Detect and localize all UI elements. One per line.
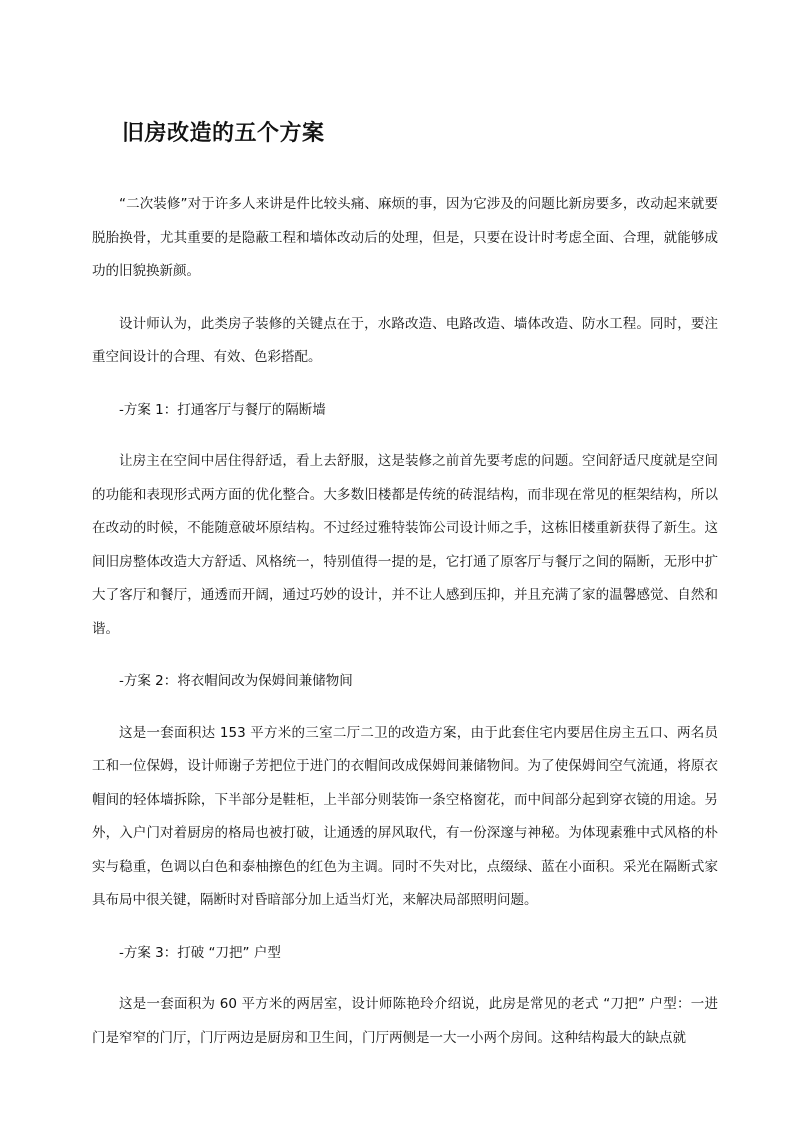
document-title: 旧房改造的五个方案 (122, 120, 325, 146)
section-text-plan-1: 让房主在空间中居住得舒适，看上去舒服，这是装修之前首先要考虑的问题。空间舒适尺度就是空间的功能和表现形式两方面的优化整合。大多数旧楼都是传统的砖混结构，而非现在常见的框架结构，所以在改动的时候，不能随意破坏原结构。不过经过雅特装饰公司设计师之手，这栋旧楼重新获得了新生。这间旧房整体改造大方舒适、风格统一，特别值得一提的是，它打通了原客厅与餐厅之间的隔断，无形中扩大了客厅和餐厅，通透而开阔，通过巧妙的设计，并不让人感到压抑，并且充满了家的温馨感觉、自然和谐。 (92, 453, 718, 637)
document-body (92, 188, 718, 1074)
section-heading-plan-3: -方案 3：打破 “刀把” 户型 (119, 944, 281, 961)
intro-paragraph: “二次装修”对于许多人来讲是件比较头痛、麻烦的事，因为它涉及的问题比新房要多，改动起来就要脱胎换骨，尤其重要的是隐蔽工程和墙体改动后的处理，但是，只要在设计时考虑全面、合理，就能够成功的旧貌换新颜。 (92, 196, 718, 279)
section-text-plan-2: 这是一套面积达 153 平方米的三室二厅二卫的改造方案，由于此套住宅内要居住房主五口、两名员工和一位保姆，设计师谢子芳把位于进门的衣帽间改成保姆间兼储物间。为了使保姆间空气流通，将原衣帽间的轻体墙拆除，下半部分是鞋柜，上半部分则装饰一条空格窗花，而中间部分起到穿衣镜的用途。另外，入户门对着厨房的格局也被打破，让通透的屏风取代，有一份深邃与神秘。为体现素雅中式风格的朴实与稳重，色调以白色和泰柚擦色的红色为主调。同时不失对比，点缀绿、蓝在小面积。采光在隔断式家具布局中很关键，隔断时对昏暗部分加上适当灯光，来解决局部照明问题。 (92, 724, 718, 908)
section-heading-plan-1: -方案 1：打通客厅与餐厅的隔断墙 (119, 401, 326, 418)
section-text-plan-3: 这是一套面积为 60 平方米的两居室，设计师陈艳玲介绍说，此房是常见的老式 “刀把” 户型：一进门是窄窄的门厅，门厅两边是厨房和卫生间，门厅两侧是一大一小两个房间。这种结构最大的缺点就 (92, 996, 718, 1046)
section-heading-plan-2: -方案 2：将衣帽间改为保姆间兼储物间 (119, 673, 353, 689)
designer-view-paragraph: 设计师认为，此类房子装修的关键点在于，水路改造、电路改造、墙体改造、防水工程。同时，要注重空间设计的合理、有效、色彩搭配。 (92, 315, 718, 365)
